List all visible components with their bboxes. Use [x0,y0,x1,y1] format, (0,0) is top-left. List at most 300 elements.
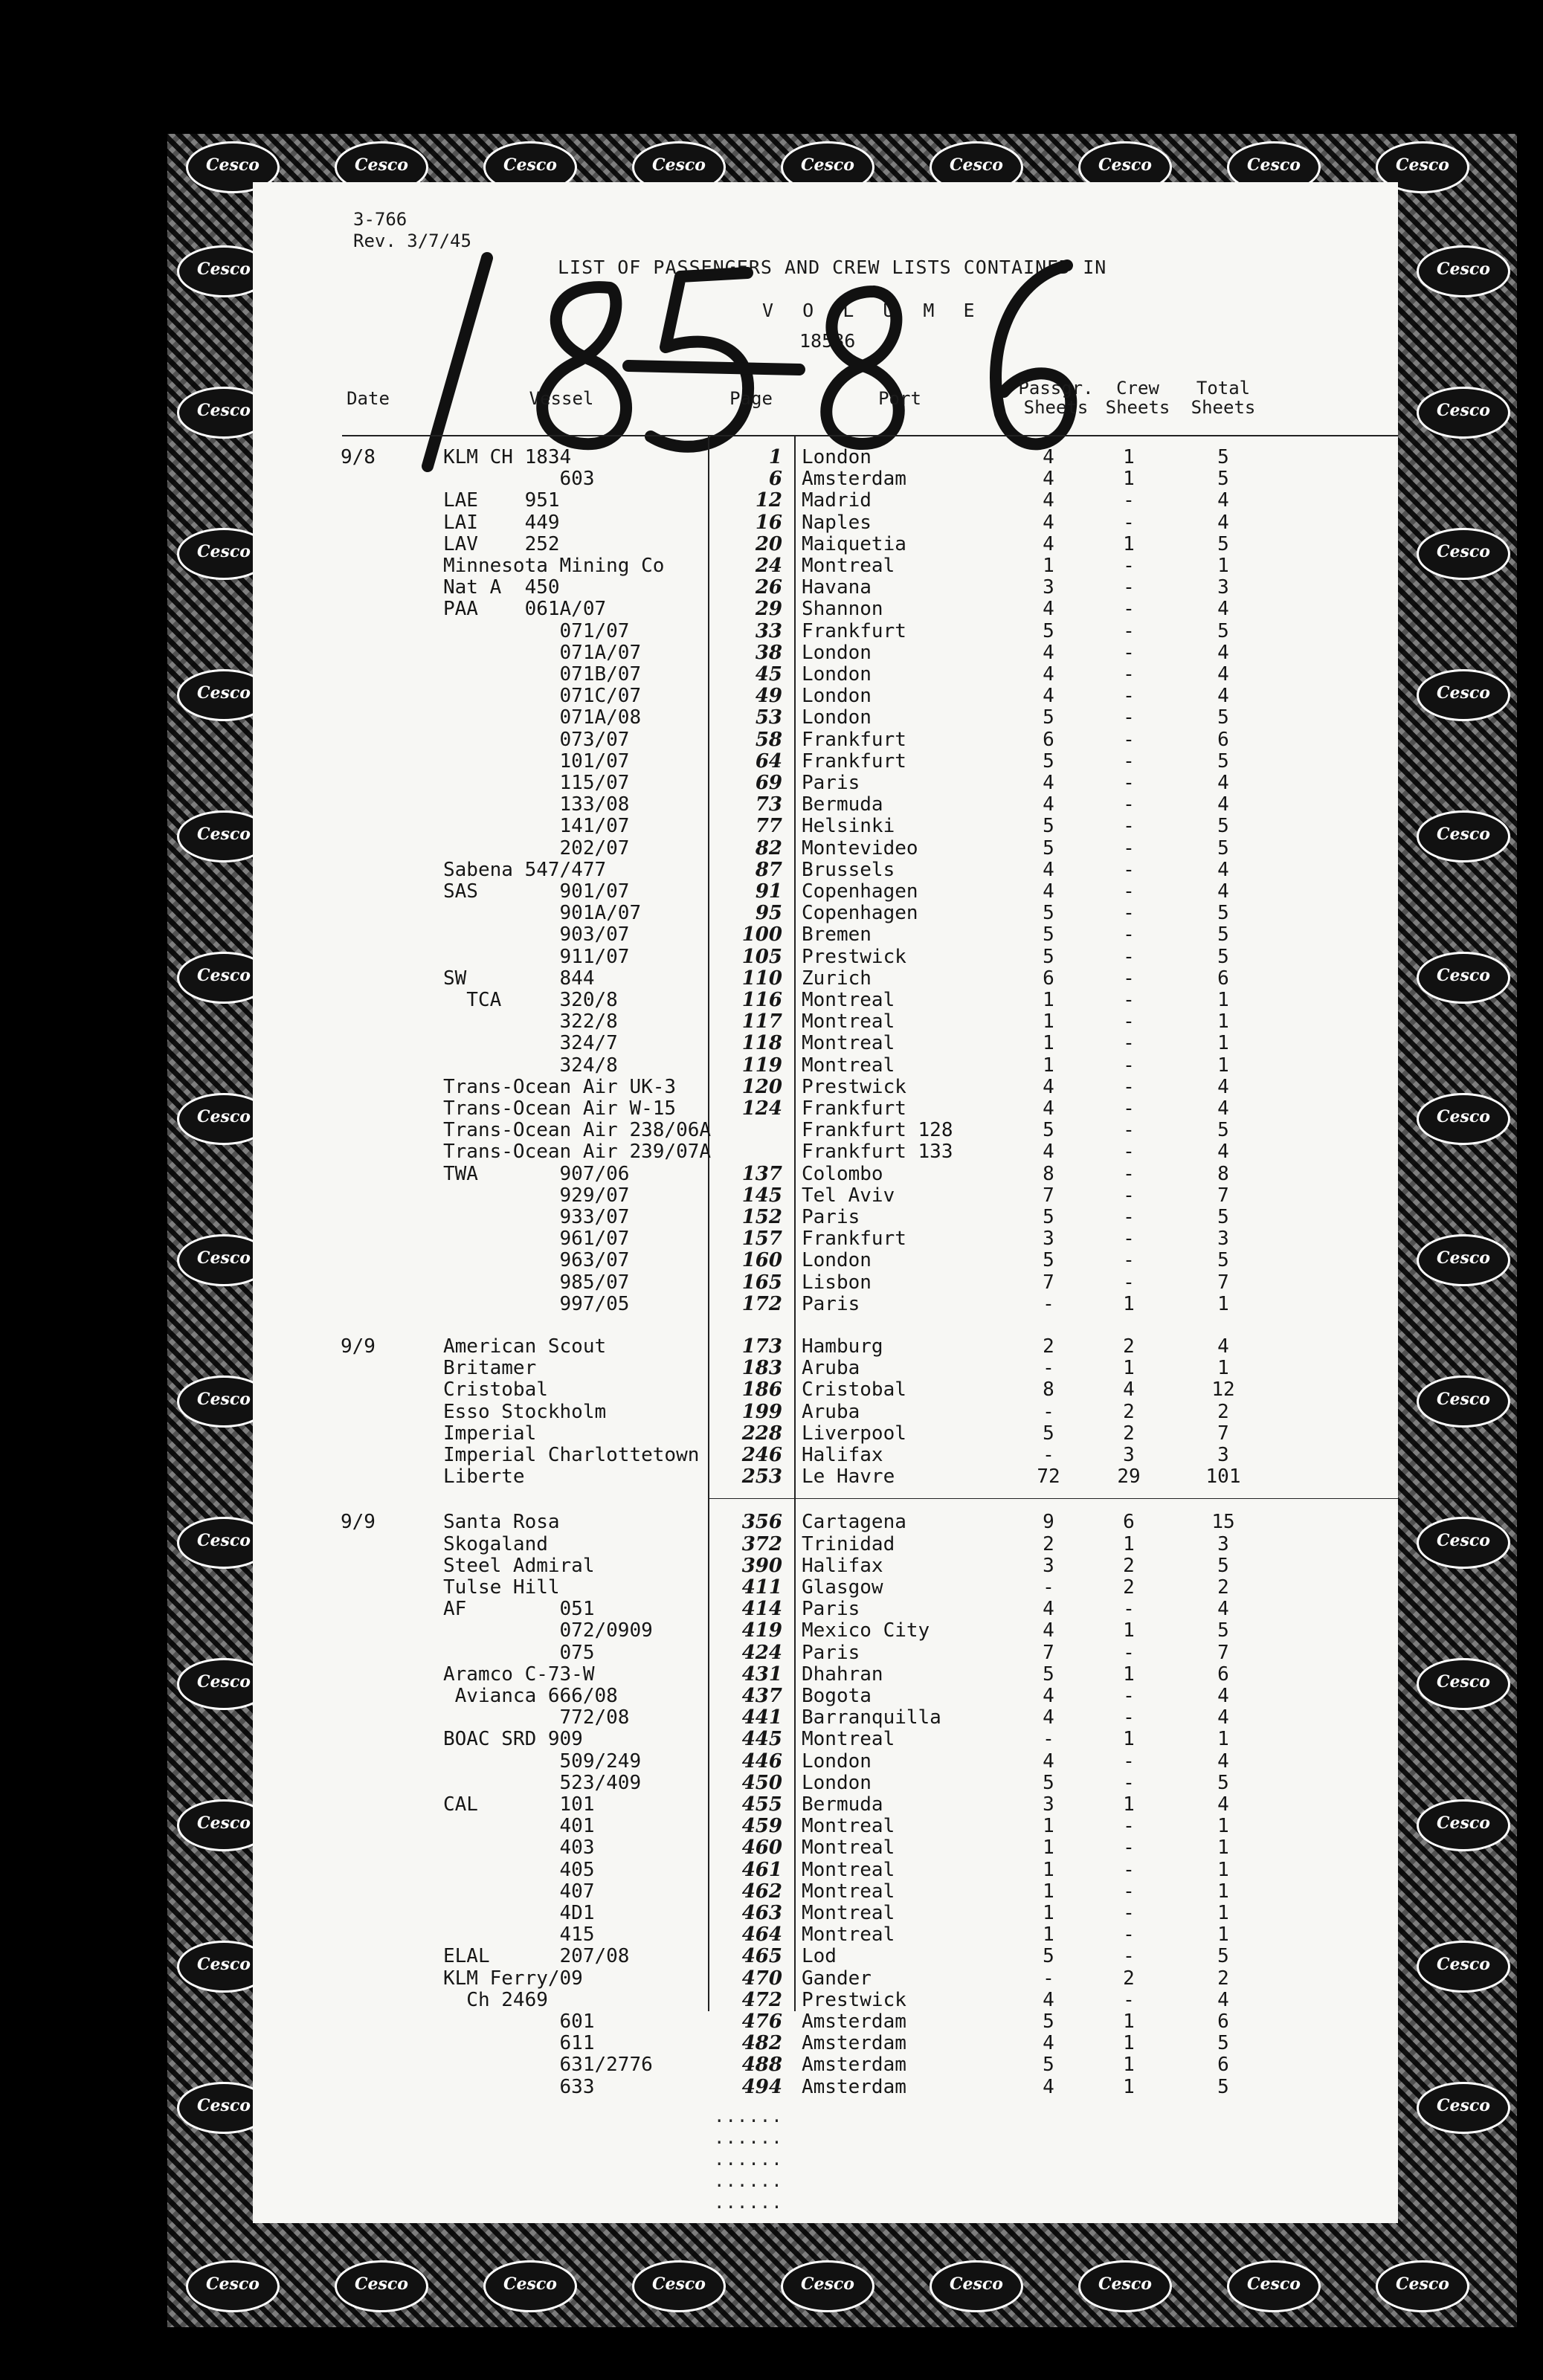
cesco-stamp: Cesco [1078,2260,1172,2312]
table-row [253,1422,1398,1444]
row-vessel: Trans-Ocean Air W-15 [443,1097,677,1120]
row-port: Aruba [802,1357,860,1380]
table-row [253,1793,1398,1815]
row-crew-sheets: 1 [1123,1793,1135,1816]
row-port: Shannon [802,598,883,621]
row-vessel: Esso Stockholm [443,1400,607,1423]
row-port: Prestwick [802,945,906,968]
row-total-sheets: 1 [1217,1836,1229,1860]
row-passenger-sheets: 5 [1043,1945,1054,1968]
cesco-stamp: Cesco [177,1799,271,1851]
cesco-stamp: Cesco [1227,2260,1321,2312]
row-total-sheets: 4 [1217,1988,1229,2011]
empty-page-slot: ...... [714,2148,783,2170]
row-port: Cristobal [802,1378,906,1402]
row-port: London [802,1771,872,1794]
row-port: Lisbon [802,1271,872,1294]
row-crew-sheets: - [1123,1598,1135,1621]
row-page: 116 [741,989,782,1011]
row-vessel: 073/07 [443,728,630,751]
row-crew-sheets: 2 [1123,1400,1135,1423]
row-page: 445 [741,1728,782,1751]
row-passenger-sheets: 7 [1043,1184,1054,1207]
row-vessel: 415 [443,1923,595,1947]
row-vessel: SAS 901/07 [443,880,630,903]
row-port: Naples [802,511,872,534]
table-row [253,1772,1398,1793]
row-crew-sheets: - [1123,1249,1135,1272]
row-total-sheets: 6 [1217,967,1229,990]
cesco-stamp: Cesco [1417,1234,1510,1286]
row-port: Bogota [802,1685,872,1707]
row-page: 488 [741,2054,782,2077]
row-passenger-sheets: 1 [1043,989,1054,1011]
row-port: Bermuda [802,1793,883,1816]
cesco-stamp: Cesco [1078,141,1172,193]
row-passenger-sheets: 5 [1043,1663,1054,1686]
row-crew-sheets: 2 [1123,1554,1135,1577]
row-port: Montreal [802,1032,895,1055]
cesco-stamp: Cesco [781,141,874,193]
row-port: Hamburg [802,1335,883,1358]
row-passenger-sheets: 4 [1043,685,1054,708]
row-port: Frankfurt [802,728,906,751]
row-port: Glasgow [802,1576,883,1599]
row-page: 64 [755,749,782,773]
table-row [253,1555,1398,1576]
row-vessel: PAA 061A/07 [443,598,607,621]
row-date: 9/8 [341,446,376,468]
cesco-stamp: Cesco [177,810,271,862]
row-port: London [802,706,872,729]
row-total-sheets: 5 [1217,706,1229,729]
row-total-sheets: 7 [1217,1422,1229,1445]
table-row [253,576,1398,598]
row-page: 118 [741,1032,782,1055]
row-date: 9/9 [341,1511,376,1534]
row-total-sheets: 5 [1217,923,1229,946]
row-crew-sheets: - [1123,1706,1135,1729]
table-row [253,1378,1398,1400]
row-passenger-sheets: 6 [1043,967,1054,990]
table-row [253,2054,1398,2075]
table-row [253,1598,1398,1619]
row-total-sheets: 4 [1217,1749,1229,1773]
table-row [253,1271,1398,1293]
row-passenger-sheets: 4 [1043,1141,1054,1164]
row-total-sheets: 5 [1217,2032,1229,2055]
row-passenger-sheets: 5 [1043,815,1054,838]
row-vessel: Liberte [443,1465,525,1489]
row-total-sheets: 101 [1205,1465,1241,1489]
row-port: Copenhagen [802,902,918,925]
cesco-stamp: Cesco [1417,1658,1510,1710]
row-port: London [802,641,872,664]
table-row [253,1989,1398,2010]
row-page: 183 [741,1357,782,1380]
row-page: 482 [741,2032,782,2055]
row-vessel: Cristobal [443,1378,548,1402]
row-passenger-sheets: 6 [1043,728,1054,751]
row-vessel: Skogaland [443,1532,548,1555]
row-passenger-sheets: 5 [1043,619,1054,642]
cesco-stamp: Cesco [186,141,280,193]
row-page: 49 [755,685,782,708]
row-crew-sheets: - [1123,1184,1135,1207]
row-passenger-sheets: 8 [1043,1162,1054,1185]
row-total-sheets: 5 [1217,532,1229,555]
row-crew-sheets: - [1123,1162,1135,1185]
row-passenger-sheets: 4 [1043,858,1054,881]
empty-page-slot: ...... [714,2105,783,2126]
table-row [253,772,1398,793]
table-row [253,1206,1398,1228]
row-total-sheets: 1 [1217,1292,1229,1315]
table-row [253,1706,1398,1728]
row-total-sheets: 4 [1217,793,1229,816]
row-page: 476 [741,2010,782,2033]
row-passenger-sheets: 1 [1043,1923,1054,1947]
table-row [253,555,1398,576]
row-vessel: Santa Rosa [443,1511,560,1534]
cesco-stamp: Cesco [1376,2260,1469,2312]
row-vessel: LAE 951 [443,489,560,512]
row-vessel: BOAC SRD 909 [443,1728,583,1751]
row-page: 58 [755,728,782,751]
row-total-sheets: 7 [1217,1271,1229,1294]
row-vessel: 401 [443,1815,595,1838]
table-row [253,1054,1398,1076]
cesco-stamp: Cesco [177,1376,271,1428]
row-page: 173 [741,1335,782,1358]
row-passenger-sheets: 4 [1043,446,1054,468]
row-passenger-sheets: 4 [1043,1685,1054,1707]
row-page: 100 [741,923,782,946]
row-passenger-sheets: 1 [1043,1815,1054,1838]
row-vessel: Aramco C-73-W [443,1663,595,1686]
row-total-sheets: 2 [1217,1967,1229,1990]
row-port: Gander [802,1967,872,1990]
row-crew-sheets: - [1123,836,1135,860]
cesco-stamp: Cesco [177,1941,271,1993]
row-total-sheets: 5 [1217,749,1229,773]
cesco-stamp: Cesco [483,141,577,193]
row-total-sheets: 15 [1211,1511,1235,1534]
header-passenger-sheets: Passgr. Sheets [1018,378,1094,418]
row-page: 450 [741,1771,782,1794]
row-crew-sheets: 29 [1117,1465,1141,1489]
row-page: 411 [741,1576,782,1599]
row-total-sheets: 5 [1217,1119,1229,1142]
table-row [253,468,1398,489]
row-port: Montreal [802,1836,895,1860]
cesco-stamp: Cesco [1417,1941,1510,1993]
row-crew-sheets: - [1123,489,1135,512]
form-number: 3-766 [353,209,408,230]
row-crew-sheets: - [1123,706,1135,729]
row-port: Paris [802,1598,860,1621]
cesco-stamp: Cesco [1417,1376,1510,1428]
row-crew-sheets: 2 [1123,1335,1135,1358]
row-passenger-sheets: 4 [1043,880,1054,903]
row-total-sheets: 4 [1217,511,1229,534]
row-vessel: Avianca 666/08 [443,1685,618,1707]
row-port: Montreal [802,1880,895,1903]
row-passenger-sheets: 4 [1043,2032,1054,2055]
row-vessel: 903/07 [443,923,630,946]
row-total-sheets: 5 [1217,1945,1229,1968]
row-page: 82 [755,836,782,860]
row-total-sheets: 1 [1217,1880,1229,1903]
row-page: 38 [755,641,782,664]
table-row [253,706,1398,728]
row-total-sheets: 5 [1217,1771,1229,1794]
row-total-sheets: 3 [1217,1228,1229,1251]
header-vessel: Vessel [529,388,594,409]
table-row [253,1163,1398,1184]
table-row [253,1815,1398,1836]
row-crew-sheets: - [1123,1902,1135,1924]
row-page: 137 [741,1162,782,1185]
row-crew-sheets: 1 [1123,2032,1135,2055]
row-vessel: 603 [443,468,595,491]
row-port: London [802,1249,872,1272]
row-vessel: 911/07 [443,945,630,968]
row-passenger-sheets: 5 [1043,1206,1054,1228]
row-page: 33 [755,619,782,642]
row-page: 12 [755,489,782,512]
row-port: Mexico City [802,1619,930,1642]
row-port: Montreal [802,1010,895,1033]
row-page: 145 [741,1184,782,1207]
cesco-stamp: Cesco [483,2260,577,2312]
table-row [253,1293,1398,1315]
row-vessel: 997/05 [443,1292,630,1315]
table-row [253,1511,1398,1532]
row-vessel: 071/07 [443,619,630,642]
row-crew-sheets: - [1123,815,1135,838]
row-crew-sheets: - [1123,1010,1135,1033]
row-page: 253 [741,1465,782,1489]
row-port: Montreal [802,1728,895,1751]
row-crew-sheets: - [1123,1032,1135,1055]
row-page: 95 [755,902,782,925]
row-vessel: 072/0909 [443,1619,653,1642]
row-page: 461 [741,1858,782,1881]
row-total-sheets: 4 [1217,1097,1229,1120]
row-page: 470 [741,1967,782,1990]
row-vessel: 929/07 [443,1184,630,1207]
row-page: 157 [741,1228,782,1251]
row-vessel: 407 [443,1880,595,1903]
row-total-sheets: 5 [1217,1554,1229,1577]
row-page: 446 [741,1749,782,1773]
row-crew-sheets: - [1123,923,1135,946]
table-row [253,923,1398,945]
row-vessel: 985/07 [443,1271,630,1294]
row-crew-sheets: 2 [1123,1422,1135,1445]
row-vessel: CAL 101 [443,1793,595,1816]
row-crew-sheets: - [1123,685,1135,708]
row-passenger-sheets: 7 [1043,1641,1054,1664]
cesco-stamp: Cesco [1417,1093,1510,1145]
cesco-stamp: Cesco [1417,810,1510,862]
row-crew-sheets: - [1123,1206,1135,1228]
row-passenger-sheets: 4 [1043,1988,1054,2011]
row-total-sheets: 4 [1217,641,1229,664]
table-row [253,815,1398,836]
row-port: Le Havre [802,1465,895,1489]
table-row [253,1728,1398,1749]
row-port: Tel Aviv [802,1184,895,1207]
row-crew-sheets: - [1123,619,1135,642]
row-port: Frankfurt [802,749,906,773]
table-row [253,1642,1398,1663]
row-passenger-sheets: 3 [1043,1793,1054,1816]
row-total-sheets: 1 [1217,1923,1229,1947]
row-vessel: 071A/08 [443,706,642,729]
table-row [253,902,1398,923]
row-page: 91 [755,880,782,903]
row-page: 124 [741,1097,782,1120]
document-title: LIST OF PASSENGERS AND CREW LISTS CONTAINED IN [558,257,1107,278]
row-crew-sheets: - [1123,858,1135,881]
row-crew-sheets: - [1123,772,1135,794]
row-crew-sheets: 1 [1123,532,1135,555]
row-passenger-sheets: 4 [1043,489,1054,512]
row-page: 464 [741,1923,782,1947]
row-crew-sheets: 1 [1123,2075,1135,2098]
row-vessel: 071C/07 [443,685,642,708]
cesco-stamp: Cesco [1227,141,1321,193]
table-row [253,989,1398,1010]
row-port: Prestwick [802,1988,906,2011]
row-total-sheets: 2 [1217,1400,1229,1423]
row-vessel: Britamer [443,1357,537,1380]
row-vessel: 631/2776 [443,2054,653,2077]
row-port: Montevideo [802,836,918,860]
row-page: 372 [741,1532,782,1555]
row-port: Paris [802,772,860,794]
row-passenger-sheets: 1 [1043,1902,1054,1924]
table-row [253,1249,1398,1271]
row-total-sheets: 1 [1217,1032,1229,1055]
row-vessel: 611 [443,2032,595,2055]
row-vessel: 772/08 [443,1706,630,1729]
row-total-sheets: 6 [1217,1663,1229,1686]
row-total-sheets: 4 [1217,1685,1229,1707]
row-page: 356 [741,1511,782,1534]
row-date: 9/9 [341,1335,376,1358]
row-port: London [802,663,872,686]
row-page: 465 [741,1945,782,1968]
row-page: 110 [741,967,782,990]
document-sheet [253,182,1398,2234]
row-total-sheets: 12 [1211,1378,1235,1402]
row-total-sheets: 3 [1217,1532,1229,1555]
row-port: Paris [802,1206,860,1228]
table-row [253,946,1398,967]
row-passenger-sheets: 5 [1043,706,1054,729]
row-port: Halifax [802,1444,883,1466]
row-port: Montreal [802,1054,895,1077]
empty-page-slot: ...... [714,2170,783,2191]
row-vessel: AF 051 [443,1598,595,1621]
row-page: 419 [741,1619,782,1642]
row-vessel: 405 [443,1858,595,1881]
row-crew-sheets: - [1123,793,1135,816]
row-passenger-sheets: 3 [1043,1228,1054,1251]
row-crew-sheets: 4 [1123,1378,1135,1402]
table-row [253,1184,1398,1206]
table-row [253,1335,1398,1357]
row-passenger-sheets: 4 [1043,2075,1054,2098]
row-total-sheets: 1 [1217,1902,1229,1924]
row-port: Montreal [802,1858,895,1881]
table-row [253,1750,1398,1772]
row-total-sheets: 4 [1217,880,1229,903]
table-row [253,1141,1398,1162]
cesco-stamp: Cesco [177,2082,271,2134]
row-passenger-sheets: 1 [1043,1880,1054,1903]
row-total-sheets: 4 [1217,1793,1229,1816]
row-page: 463 [741,1902,782,1924]
row-total-sheets: 1 [1217,555,1229,577]
row-vessel: 075 [443,1641,595,1664]
row-vessel: 101/07 [443,749,630,773]
row-crew-sheets: 1 [1123,446,1135,468]
volume-number: 18586 [799,330,856,352]
row-vessel: 322/8 [443,1010,618,1033]
row-vessel: KLM Ferry/09 [443,1967,583,1990]
cesco-stamp: Cesco [177,669,271,721]
table-row [253,1576,1398,1598]
row-total-sheets: 5 [1217,2075,1229,2098]
row-total-sheets: 5 [1217,446,1229,468]
row-port: Prestwick [802,1075,906,1098]
row-page: 414 [741,1598,782,1621]
row-crew-sheets: 1 [1123,1728,1135,1751]
row-vessel: LAI 449 [443,511,560,534]
row-port: Frankfurt [802,1097,906,1120]
table-row [253,1945,1398,1967]
row-vessel: 403 [443,1836,595,1860]
row-total-sheets: 1 [1217,1858,1229,1881]
row-vessel: Imperial [443,1422,537,1445]
row-crew-sheets: 1 [1123,1357,1135,1380]
table-row [253,620,1398,642]
row-port: Cartagena [802,1511,906,1534]
table-row [253,1228,1398,1249]
row-crew-sheets: - [1123,1141,1135,1164]
table-row [253,729,1398,750]
row-crew-sheets: - [1123,1054,1135,1077]
row-vessel: 324/7 [443,1032,618,1055]
cesco-stamp: Cesco [1417,669,1510,721]
cesco-stamp: Cesco [930,141,1023,193]
volume-label: V O L U M E [762,300,984,321]
row-total-sheets: 4 [1217,1598,1229,1621]
row-crew-sheets: - [1123,1228,1135,1251]
row-passenger-sheets: 4 [1043,772,1054,794]
table-row [253,1465,1398,1487]
row-page: 105 [741,945,782,968]
row-passenger-sheets: 2 [1043,1335,1054,1358]
row-vessel: 523/409 [443,1771,642,1794]
cesco-stamp: Cesco [177,1517,271,1569]
row-port: Amsterdam [802,2075,906,2098]
row-crew-sheets: - [1123,902,1135,925]
